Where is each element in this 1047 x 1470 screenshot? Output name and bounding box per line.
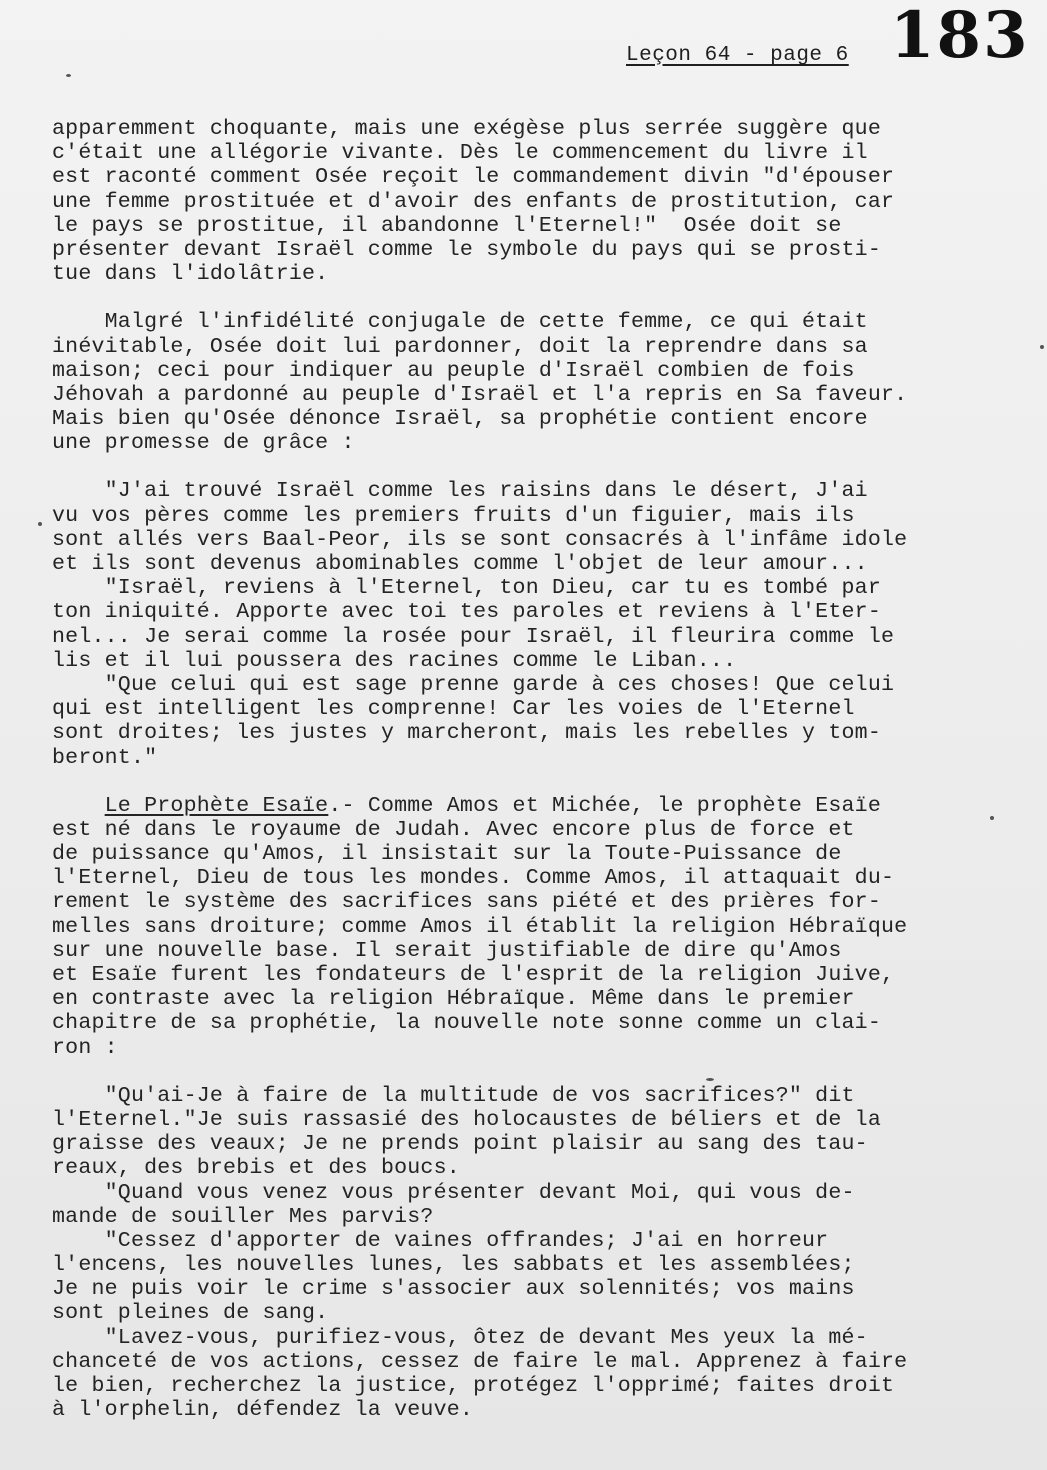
text-line: beront." xyxy=(52,745,158,770)
text-line: est né dans le royaume de Judah. Avec encore plus de force et xyxy=(52,817,855,842)
text-line: présenter devant Israël comme le symbole du pays qui se prosti- xyxy=(52,237,881,262)
text-line: sont droites; les justes y marcheront, mais les rebelles y tom- xyxy=(52,721,881,746)
text-line: mande de souiller Mes parvis? xyxy=(52,1204,434,1229)
text-line: "Cessez d'apporter de vaines offrandes; J'ai en horreur xyxy=(52,1228,829,1253)
text-line: le pays se prostitue, il abandonne l'Eternel!" Osée doit se xyxy=(52,213,842,238)
text-line: tue dans l'idolâtrie. xyxy=(52,262,329,287)
text-line: est raconté comment Osée reçoit le commandement divin "d'épouser xyxy=(52,165,895,190)
text-line: de puissance qu'Amos, il insistait sur la Toute-Puissance de xyxy=(52,842,842,867)
text-line: une promesse de grâce : xyxy=(52,431,355,456)
text-line: "Lavez-vous, purifiez-vous, ôtez de devant Mes yeux la mé- xyxy=(52,1325,868,1350)
ink-speck xyxy=(38,522,42,526)
text-line: Je ne puis voir le crime s'associer aux solennités; vos mains xyxy=(52,1277,855,1302)
text-line: ron : xyxy=(52,1035,118,1060)
text-line: rement le système des sacrifices sans piété et des prières for- xyxy=(52,890,881,915)
text-line: l'encens, les nouvelles lunes, les sabbats et les assemblées; xyxy=(52,1253,855,1278)
quote-isaiah xyxy=(52,1084,987,1423)
text-line: et ils sont devenus abominables comme l'objet de leur amour... xyxy=(52,552,868,576)
text-line: une femme prostituée et d'avoir des enfants de prostitution, car xyxy=(52,189,895,214)
text-line: et Esaïe furent les fondateurs de l'esprit de la religion Juive, xyxy=(52,963,895,987)
text-line: reaux, des brebis et des boucs. xyxy=(52,1156,460,1181)
text-line: c'était une allégorie vivante. Dès le commencement du livre il xyxy=(52,141,868,166)
paragraph-2 xyxy=(52,310,987,455)
text-line: apparemment choquante, mais une exégèse plus serrée suggère que xyxy=(52,117,881,141)
text-line: "Quand vous venez vous présenter devant Moi, qui vous de- xyxy=(52,1180,855,1205)
text-line: l'Eternel, Dieu de tous les mondes. Comme Amos, il attaquait du- xyxy=(52,866,895,891)
lesson-page-header: Leçon 64 - page 6 xyxy=(626,44,849,67)
ink-speck xyxy=(1040,345,1044,349)
text-line: qui est intelligent les comprenne! Car les voies de l'Eternel xyxy=(52,697,855,722)
text-line: Jéhovah a pardonné au peuple d'Israël et l'a repris en Sa faveur. xyxy=(52,382,908,407)
text-line: "Israël, reviens à l'Eternel, ton Dieu, car tu es tombé par xyxy=(52,576,881,601)
ink-speck xyxy=(990,816,994,820)
text-line: Malgré l'infidélité conjugale de cette femme, ce qui était xyxy=(52,310,868,335)
text-line: vu vos pères comme les premiers fruits d'un figuier, mais ils xyxy=(52,503,855,528)
quote-hosea xyxy=(52,479,987,769)
text-line: lis et il lui poussera des racines comme le Liban... xyxy=(52,648,737,673)
text-line: sur une nouvelle base. Il serait justifiable de dire qu'Amos xyxy=(52,938,842,963)
text-line: graisse des veaux; Je ne prends point plaisir au sang des tau- xyxy=(52,1132,868,1157)
text-line: "Qu'ai-Je à faire de la multitude de vos sacrifices?" dit xyxy=(52,1083,855,1108)
section-first-line xyxy=(52,794,987,818)
section-isaiah xyxy=(52,794,987,1060)
text-line: en contraste avec la religion Hébraïque. Même dans le premier xyxy=(52,987,855,1012)
text-line: chanceté de vos actions, cessez de faire le mal. Apprenez à faire xyxy=(52,1349,908,1374)
text-line: "J'ai trouvé Israël comme les raisins dans le désert, J'ai xyxy=(52,479,868,504)
text-line: inévitable, Osée doit lui pardonner, doit la reprendre dans sa xyxy=(52,334,868,359)
text-line: nel... Je serai comme la rosée pour Israël, il fleurira comme le xyxy=(52,624,895,649)
text-line: "Que celui qui est sage prenne garde à ces choses! Que celui xyxy=(52,672,895,697)
paragraph-1 xyxy=(52,117,987,286)
text-line: chapitre de sa prophétie, la nouvelle note sonne comme un clai- xyxy=(52,1011,881,1036)
ink-speck xyxy=(706,1078,714,1081)
section-heading: Le Prophète Esaïe xyxy=(104,793,329,818)
text-line: ton iniquité. Apporte avec toi tes paroles et reviens à l'Eter- xyxy=(52,600,881,625)
section-first-line-rest: .- Comme Amos et Michée, le prophète Esaïe xyxy=(328,793,881,818)
body-text xyxy=(52,117,987,1422)
text-line: melles sans droiture; comme Amos il établit la religion Hébraïque xyxy=(52,914,908,939)
text-line: l'Eternel."Je suis rassasié des holocaustes de béliers et de la xyxy=(52,1107,881,1132)
page-number-stamp: 183 xyxy=(890,0,1030,73)
ink-speck xyxy=(66,74,71,77)
text-line: Mais bien qu'Osée dénonce Israël, sa prophétie contient encore xyxy=(52,407,868,432)
text-line: sont pleines de sang. xyxy=(52,1301,329,1326)
text-line: maison; ceci pour indiquer au peuple d'Israël combien de fois xyxy=(52,358,855,383)
text-line: le bien, recherchez la justice, protégez l'opprimé; faites droit xyxy=(52,1374,895,1398)
text-line: sont allés vers Baal-Peor, ils se sont consacrés à l'infâme idole xyxy=(52,527,908,552)
text-line: à l'orphelin, défendez la veuve. xyxy=(52,1398,474,1423)
